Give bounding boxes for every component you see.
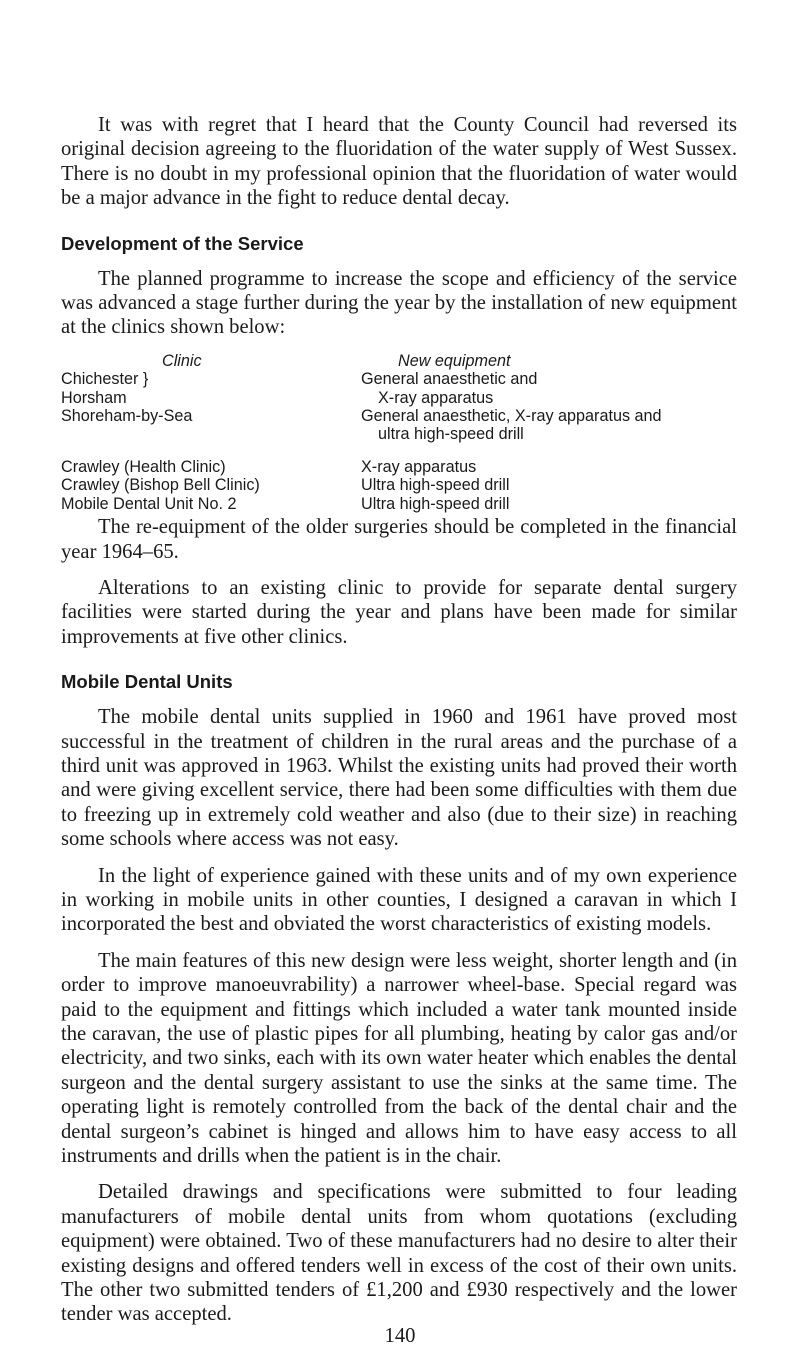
brace-symbol: } [142, 369, 149, 389]
table-row [61, 370, 737, 388]
equipment-table [61, 352, 737, 513]
clinic-name: Crawley (Health Clinic) [61, 457, 226, 476]
clinic-name: Chichester [61, 370, 139, 389]
equipment-item: General anaesthetic, X-ray apparatus and [361, 407, 662, 426]
clinic-name [61, 425, 361, 443]
paragraph-tenders: Detailed drawings and specifications were submitted to four leading manufacturers of mobile dental units from whom quotations (excluding equipment) were obtained. Two of these manufacturers had no desire to alter their existing designs and offered tenders well in excess of the cost of their own units. The other two submitted tenders of £1,200 and £930 respectively and the lower tender was accepted. [61, 1181, 737, 1326]
heading-development-of-service: Development of the Service [61, 232, 304, 254]
paragraph-alterations: Alterations to an existing clinic to provide for separate dental surgery facilities were started during the year and plans have been made for similar improvements at five other clinics. [61, 576, 737, 648]
clinic-name: Shoreham-by-Sea [61, 407, 193, 426]
page-content [61, 113, 737, 1339]
clinic-name: Mobile Dental Unit No. 2 [61, 494, 237, 513]
paragraph-caravan-design: In the light of experience gained with these units and of my own experience in working in mobile units in other counties, I designed a caravan in which I incorporated the best and obviated the worst characteristics of existing models. [61, 864, 737, 936]
heading-mobile-dental-units: Mobile Dental Units [61, 671, 233, 693]
clinic-name: Crawley (Bishop Bell Clinic) [61, 476, 260, 495]
paragraph-fluoridation: It was with regret that I heard that the County Council had reversed its original decision agreeing to the fluoridation of the water supply of West Sussex. There is no doubt in my professional opinion that the fluoridation of water would be a major advance in the fight to reduce dental decay. [61, 114, 737, 210]
paragraph-re-equipment: The re-equipment of the older surgeries should be completed in the financial year 1964–65. [61, 516, 737, 563]
equipment-item: General anaesthetic and [361, 370, 538, 389]
paragraph-main-features: The main features of this new design were less weight, shorter length and (in order to improve manoeuvrability) a narrower wheel-base. Special regard was paid to the equipment and fittings which included a water tank mounted inside the caravan, the use of plastic pipes for all plumbing, heating by calor gas and/or electricity, and two sinks, each with its own water heater which enables the dental surgeon and the dental surgery assistant to use the sinks at the same time. The operating light is remotely controlled from the back of the dental chair and the dental surgeon’s cabinet is hinged and allows him to have easy access to all instruments and drills when the patient is in the chair. [61, 949, 737, 1168]
table-row [61, 425, 737, 443]
equipment-table-header [61, 352, 737, 370]
paragraph-mobile-units: The mobile dental units supplied in 1960 and 1961 have proved most successful in the treatment of children in the rural areas and the purchase of a third unit was approved in 1963. Whilst the existing units had proved their worth and were giving excellent service, there had been some difficulties with them due to freezing up in extremely cold weather and also (due to their size) in reaching some schools where access was not easy. [61, 706, 737, 851]
equipment-item: X-ray apparatus [378, 388, 494, 407]
equipment-item: Ultra high-speed drill [361, 476, 510, 495]
equipment-item: X-ray apparatus [361, 457, 477, 476]
table-row [61, 476, 737, 494]
table-row [61, 458, 737, 476]
paragraph-planned-programme: The planned programme to increase the scope and efficiency of the service was advanced a stage further during the year by the installation of new equipment at the clinics shown below: [61, 267, 737, 339]
equipment-column-header: New equipment [398, 351, 511, 370]
table-row [61, 389, 737, 407]
clinic-column-header: Clinic [162, 351, 202, 370]
table-row [61, 407, 737, 425]
equipment-item: Ultra high-speed drill [361, 494, 510, 513]
clinic-name: Horsham [61, 388, 127, 407]
table-row [61, 495, 737, 513]
equipment-item: ultra high-speed drill [378, 425, 524, 444]
page-number: 140 [384, 1325, 416, 1347]
